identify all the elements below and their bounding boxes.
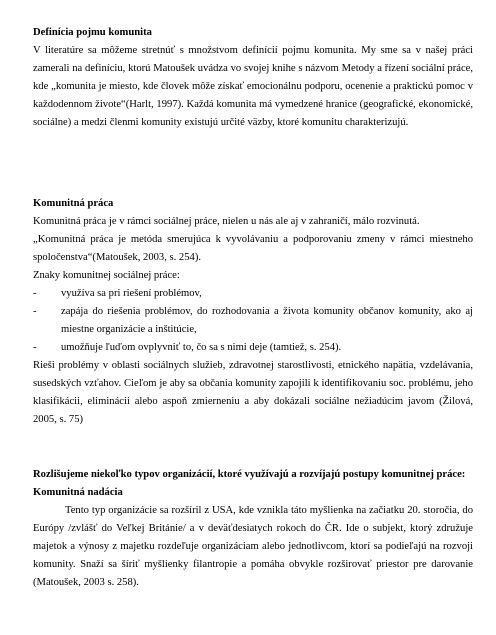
paragraph-closing: Rieši problémy v oblasti sociálnych služieb, zdravotnej starostlivosti, etnického napätia, vzdelávania, susedských vzťahov. Cieľom je aby sa občania komunity zapojili k identifikovaniu soc. problému, jeho klasifikácii, eliminácii alebo aspoň zmierneniu a aby dokázali sociálne nežiadúcim javom (Žilová, 2005, s. 75) <box>33 360 473 425</box>
bullet-marker: - <box>33 288 37 299</box>
bullet-marker: - <box>33 342 37 353</box>
list-item-text: umožňuje ľuďom ovplyvniť to, čo sa s nimi deje (tamtiež, s. 254). <box>61 342 342 353</box>
section-body: Tento typ organizácie sa rozšíril z USA, kde vznikla táto myšlienka na začiatku 20. storočia, do Európy /zvlášť do Veľkej Británie/ a v deväťdesiatych rokoch do ČR. Ide o subjekt, ktorý združuje majetok a výnosy z majetku rozdeľuje organizáciam alebo jednotlivcom, ktorí sa podieľajú na rozvoji komunity. Snaží sa šíriť myšlienky filantropie a pomáha obvykle rozširovať priestor pre darovanie (Matoušek, 2003 s. 258). <box>33 505 473 588</box>
list-item <box>33 285 473 303</box>
section-body: V literatúre sa môžeme stretnúť s množstvom definícií pojmu komunita. My sme sa v našej práci zamerali na definíciu, ktorú Matoušek uvádza vo svojej knihe s názvom Metody a řízení sociální práce, kde „komunita je miesto, kde človek môže získať emocionálnu podporu, ocenenie a praktickú pomoc v každodennom živote“(Harlt, 1997). Každá komunita má vymedzené hranice (geografické, ekonomické, sociálne) a medzi členmi komunity existujú určité väzby, ktoré komunitu charakterizujú. <box>33 45 473 128</box>
list-item <box>33 339 473 357</box>
list-item-text: zapája do riešenia problémov, do rozhodovania a života komunity občanov komunity, ako aj miestne organizácie a inštitúcie, <box>61 306 473 335</box>
paragraph-quote: „Komunitná práca je metóda smerujúca k vyvolávaniu a podporovaniu zmeny v rámci miestneho spoločenstva“(Matoušek, 2003, s. 254). <box>33 234 473 263</box>
signs-list <box>33 285 473 357</box>
list-item <box>33 303 473 339</box>
subsection-heading: Komunitná nadácia <box>33 487 123 498</box>
section-heading: Definícia pojmu komunita <box>33 27 152 38</box>
signs-label: Znaky komunitnej sociálnej práce: <box>33 270 180 281</box>
section-heading: Komunitná práca <box>33 198 114 209</box>
paragraph-intro: Komunitná práca je v rámci sociálnej práce, nielen u nás ale aj v zahraničí, málo rozvinutá. <box>33 216 420 227</box>
section-community-work <box>33 195 473 429</box>
section-community-definition <box>33 24 473 132</box>
section-heading: Rozlišujeme niekoľko typov organizácií, ktoré využívajú a rozvíjajú postupy komunitnej práce: <box>33 469 466 480</box>
section-organization-types <box>33 466 473 592</box>
list-item-text: využíva sa pri riešení problémov, <box>61 288 202 299</box>
bullet-marker: - <box>33 306 37 317</box>
